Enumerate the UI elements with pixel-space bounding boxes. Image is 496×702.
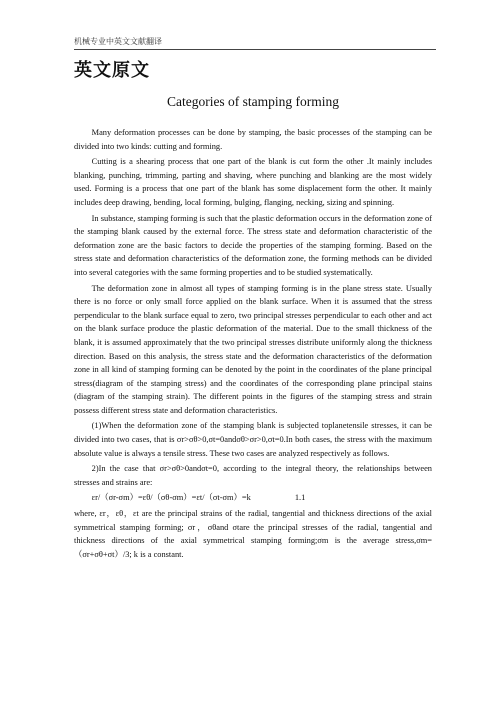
document-title: Categories of stamping forming (166, 94, 340, 109)
paragraph-deformation-zone: The deformation zone in almost all types of stamping forming is in the plane stress state. Usually there is no force or only small force applied on the blank surface. When it is assumed that the stress perpendicular to the blank surface equal to zero, two principal stresses perpendicular to each other and act on the blank surface produce the plastic deformation of the material. Due to the small thickness of the blank, it is assumed approximately that the two principal stresses distribute uniformly along the thickness direction. Based on this analysis, the stress state and the deformation characteristics of the deformation zone in all kind of stamping forming can be denoted by the point in the coordinates of the plane principal stress(diagram of the stamping stress) and the coordinates of the corresponding plane principal stains (diagram of the stamping strain). The different points in the figures of the stamping stress and strain possess different stress state and deformation characteristics. (74, 283, 432, 415)
paragraph-integral-theory: 2)In the case that σr>σθ>0andσt=0, according to the integral theory, the relationships between stresses and strains are: (74, 464, 432, 487)
paragraph-substance: In substance, stamping forming is such that the plastic deformation occurs in the deformation zone of the stamping blank caused by the external force. The stress state and deformation characteristic of the deformation zone are the basic factors to decide the properties of the stamping forming. Based on the stress state and deformation characteristics of the deformation zone, the forming methods can be divided into several categories with the same forming properties and to be studied systematically. (74, 213, 432, 277)
section-title: 英文原文 (74, 60, 150, 81)
paragraph-cutting: Cutting is a shearing process that one part of the blank is cut form the other .It mainly includes blanking, punching, trimming, parting and shaving, where punching and blanking are the most widely used. Forming is a process that one part of the blank has some displacement form the other. It mainly includes deep drawing, bending, local forming, bulging, flanging, necking, sizing and spinning. (74, 157, 432, 207)
header-rule (74, 49, 436, 50)
equation-line (74, 491, 432, 505)
page-header: 机械专业中英文文献翻译 (74, 37, 162, 46)
paragraph-where: where, εr，εθ，εt are the principal strains of the radial, tangential and thickness directions of the axial symmetrical stamping forming; σr，σθand σtare the principal stresses of the radial, tangential and thickness directions of the axial symmetrical stamping forming;σm is the average stress,σm=（σr+σθ+σt）/3; k is a constant. (74, 509, 432, 559)
document-body (74, 126, 432, 563)
equation-text: εr/（σr-σm）=εθ/（σθ-σm）=εt/（σt-σm）=k (91, 493, 251, 503)
paragraph-tensile-cases: (1)When the deformation zone of the stamping blank is subjected toplanetensile stresses, it can be divided into two cases, that is σr>σθ>0,σt=0andσθ>σr>0,σt=0.In both cases, the stress with the maximum absolute value is always a tensile stress. These two cases are analyzed respectively as follows. (74, 421, 432, 458)
equation-number: 1.1 (294, 493, 306, 503)
paragraph-intro: Many deformation processes can be done by stamping, the basic processes of the stamping can be divided into two kinds: cutting and forming. (74, 128, 432, 151)
